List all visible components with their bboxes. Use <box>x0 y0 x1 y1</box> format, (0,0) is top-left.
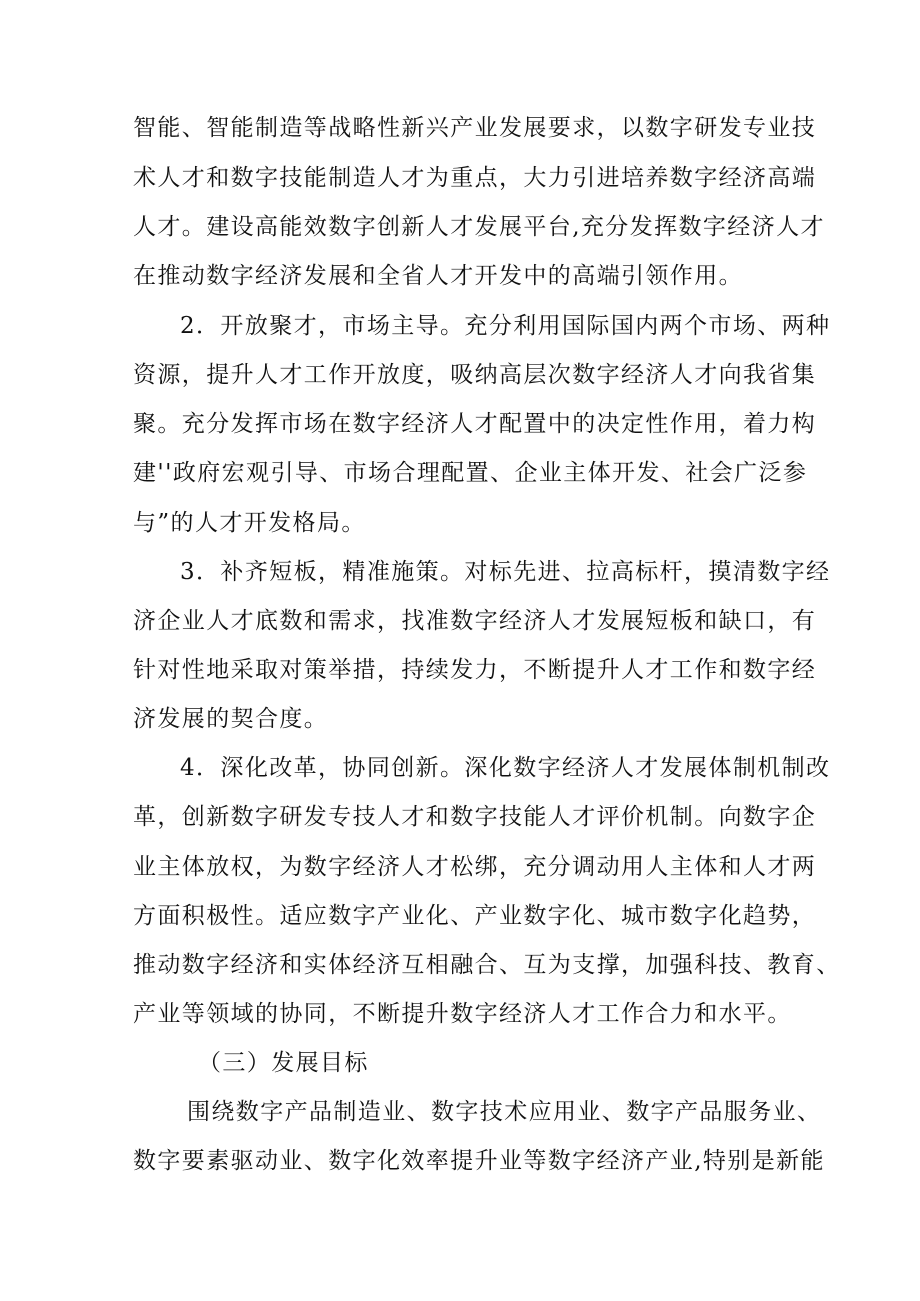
text-line-21: 围绕数字产品制造业、数字技术应用业、数字产品服务业、 <box>187 1099 822 1125</box>
paragraph-3-heading-line: 3．补齐短板，精准施策。对标先进、拉高标杆，摸清数字经 <box>180 559 831 585</box>
text-line-6: 资源，提升人才工作开放度，吸纳高层次数字经济人才向我省集 <box>133 362 817 388</box>
text-line-9: 与”的人才开发格局。 <box>133 510 366 536</box>
text-line-13: 济发展的契合度。 <box>133 706 329 732</box>
text-line-17: 方面积极性。适应数字产业化、产业数字化、城市数字化趋势， <box>133 903 817 929</box>
text-line-15: 革，创新数字研发专技人才和数字技能人才评价机制。向数字企 <box>133 804 817 830</box>
paragraph-2-heading-line: 2．开放聚才，市场主导。充分利用国际国内两个市场、两种 <box>180 313 831 339</box>
text-line-16: 业主体放权，为数字经济人才松绑，充分调动用人主体和人才两 <box>133 854 817 880</box>
paragraph-4-heading-line: 4．深化改革，协同创新。深化数字经济人才发展体制机制改 <box>180 755 831 781</box>
text-line-1: 智能、智能制造等战略性新兴产业发展要求，以数字研发专业技 <box>133 115 817 141</box>
text-line-12: 针对性地采取对策举措，持续发力，不断提升人才工作和数字经 <box>133 657 817 683</box>
text-line-7: 聚。充分发挥市场在数字经济人才配置中的决定性作用，着力构 <box>133 411 817 437</box>
text-line-8: 建''政府宏观引导、市场合理配置、企业主体开发、社会广泛参 <box>133 460 808 486</box>
text-line-18: 推动数字经济和实体经济互相融合、互为支撑，加强科技、教育、 <box>133 952 841 978</box>
text-line-19: 产业等领域的协同，不断提升数字经济人才工作合力和水平。 <box>133 1001 792 1027</box>
section-heading: （三）发展目标 <box>198 1050 369 1076</box>
text-line-2: 术人才和数字技能制造人才为重点，大力引进培养数字经济高端 <box>133 165 817 191</box>
text-line-3: 人才。建设高能效数字创新人才发展平台,充分发挥数字经济人才 <box>133 214 825 240</box>
text-line-11: 济企业人才底数和需求，找准数字经济人才发展短板和缺口，有 <box>133 608 817 634</box>
text-line-4: 在推动数字经济发展和全省人才开发中的高端引领作用。 <box>133 263 743 289</box>
text-line-22: 数字要素驱动业、数字化效率提升业等数字经济产业,特别是新能 <box>133 1148 825 1174</box>
